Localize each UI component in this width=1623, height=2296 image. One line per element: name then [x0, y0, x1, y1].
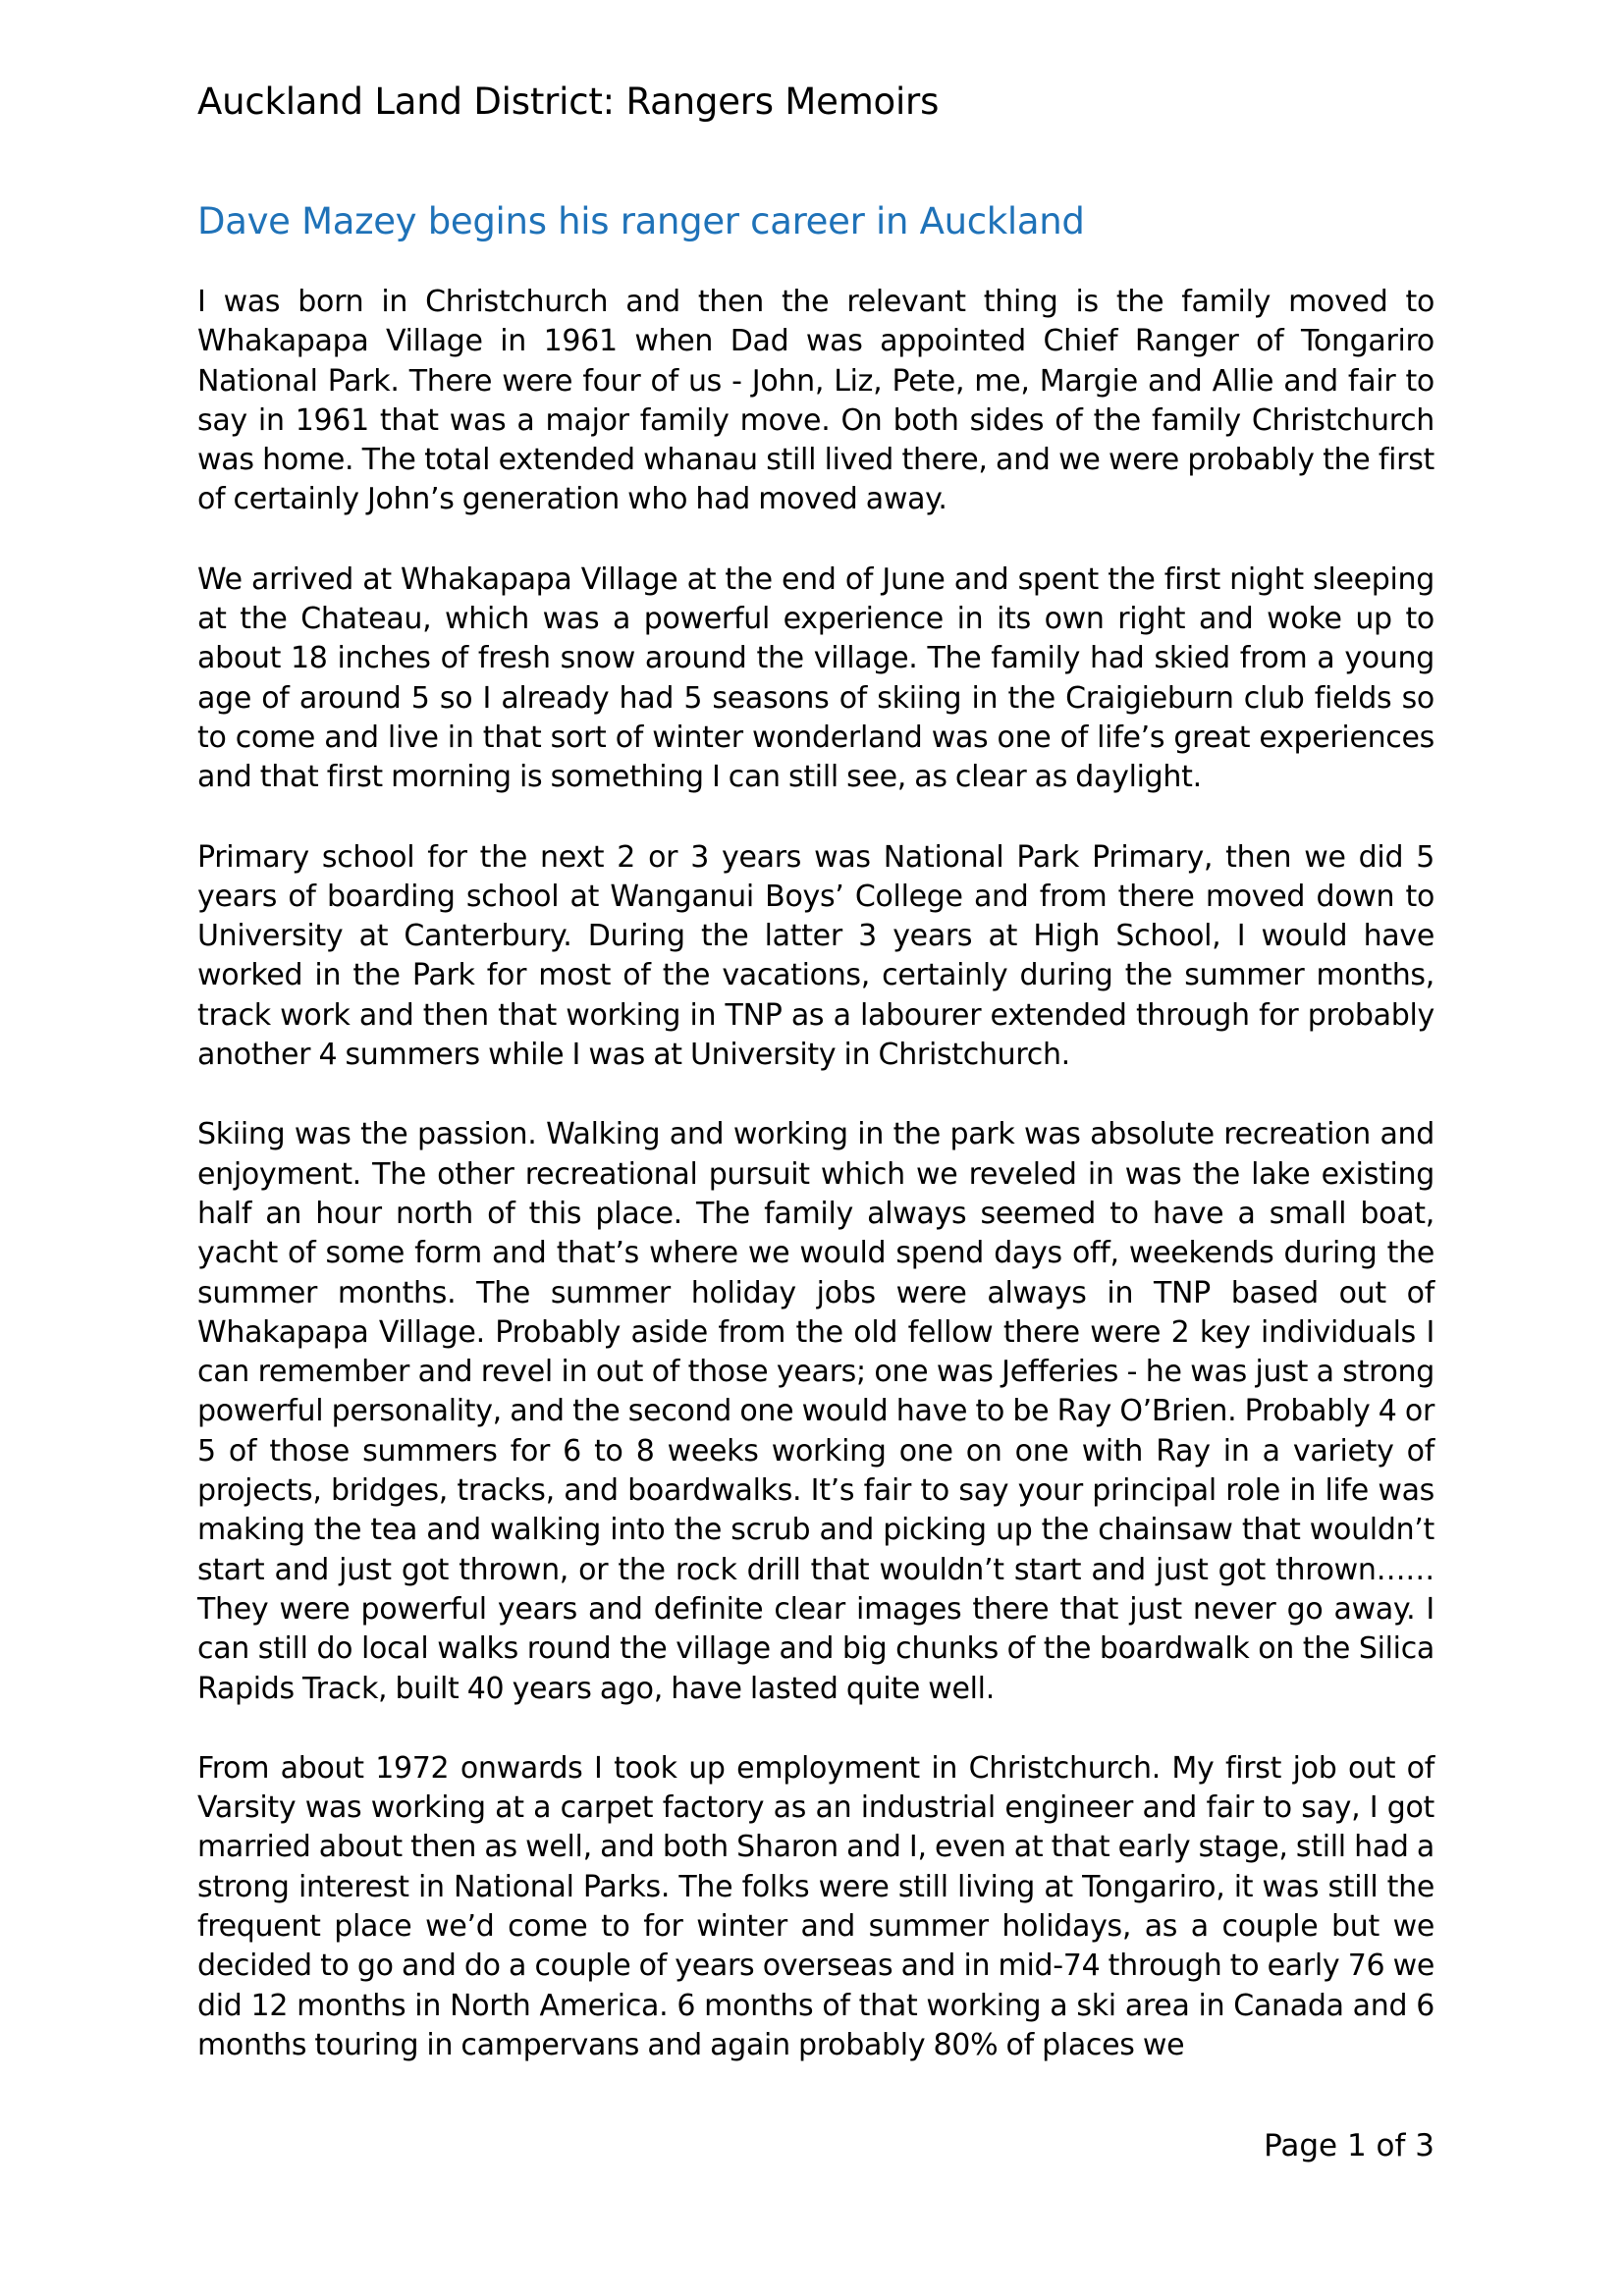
- paragraph: We arrived at Whakapapa Village at the end of June and spent the first night sleeping at the Chateau, which was a powerful experience in its own right and woke up to about 18 inches of fresh snow around the village. The family had skied from a young age of around 5 so I already had 5 seasons of skiing in the Craigieburn club fields so to come and live in that sort of winter wonderland was one of life’s great experiences and that first morning is something I can still see, as clear as daylight.: [197, 561, 1434, 795]
- paragraph: I was born in Christchurch and then the relevant thing is the family moved to Whakapapa Village in 1961 when Dad was appointed Chief Ranger of Tongariro National Park. There were four of us - John, Liz, Pete, me, Margie and Allie and fair to say in 1961 that was a major family move. On both sides of the family Christchurch was home. The total extended whanau still lived there, and we were probably the first of certainly John’s generation who had moved away.: [197, 285, 1434, 517]
- paragraph: Primary school for the next 2 or 3 years was National Park Primary, then we did 5 years of boarding school at Wanganui Boys’ College and from there moved down to University at Canterbury. During the latter 3 years at High School, I would have worked in the Park for most of the vacations, certainly during the summer months, track work and then that working in TNP as a labourer extended through for probably another 4 summers while I was at University in Christchurch.: [197, 839, 1434, 1073]
- page-number: Page 1 of 3: [1264, 2128, 1434, 2163]
- section-title: Dave Mazey begins his ranger career in Auckland: [197, 200, 1085, 242]
- document-header: Auckland Land District: Rangers Memoirs: [197, 80, 940, 123]
- paragraph: Skiing was the passion. Walking and working in the park was absolute recreation and enjoyment. The other recreational pursuit which we reveled in was the lake existing half an hour north of this place. The family always seemed to have a small boat, yacht of some form and that’s where we would spend days off, weekends during the summer months. The summer holiday jobs were always in TNP based out of Whakapapa Village. Probably aside from the old fellow there were 2 key individuals I can remember and revel in out of those years; one was Jefferies - he was just a strong powerful personality, and the second one would have to be Ray O’Brien. Probably 4 or 5 of those summers for 6 to 8 weeks working one on one with Ray in a variety of projects, bridges, tracks, and boardwalks. It’s fair to say your principal role in life was making the tea and walking into the scrub and picking up the chainsaw that wouldn’t start and just got thrown, or the rock drill that wouldn’t start and just got thrown…… They were powerful years and definite clear images there that just never go away. I can still do local walks round the village and big chunks of the boardwalk on the Silica Rapids Track, built 40 years ago, have lasted quite well.: [197, 1117, 1434, 1706]
- document-body: [197, 283, 1434, 2106]
- paragraph: From about 1972 onwards I took up employment in Christchurch. My first job out of Varsity was working at a carpet factory as an industrial engineer and fair to say, I got married about then as well, and both Sharon and I, even at that early stage, still had a strong interest in National Parks. The folks were still living at Tongariro, it was still the frequent place we’d come to for winter and summer holidays, as a couple but we decided to go and do a couple of years overseas and in mid-74 through to early 76 we did 12 months in North America. 6 months of that working a ski area in Canada and 6 months touring in campervans and again probably 80% of places we: [197, 1750, 1434, 2062]
